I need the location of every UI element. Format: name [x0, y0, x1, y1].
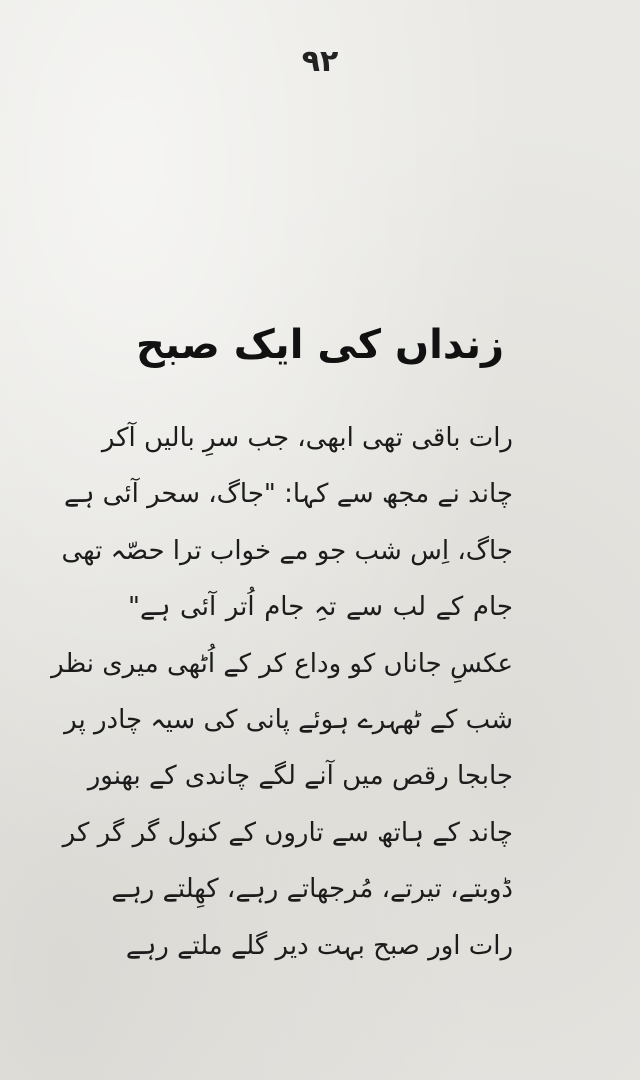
verse-line: جاگ، اِس شب جو مے خواب ترا حصّہ تھی — [61, 535, 513, 566]
page-number: ۹۲ — [301, 44, 339, 79]
verse-line: چاند نے مجھ سے کہا: "جاگ، سحر آئی ہے — [63, 479, 513, 510]
verse-line: رات اور صبح بہت دیر گلے ملتے رہے — [125, 930, 513, 961]
verse-line: چاند کے ہاتھ سے تاروں کے کنول گر گر کر — [62, 817, 513, 848]
verse-line: ڈوبتے، تیرتے، مُرجھاتے رہے، کھِلتے رہے — [111, 874, 513, 905]
verse-line: جام کے لب سے تہِ جام اُتر آئی ہے" — [128, 592, 513, 623]
verse-line: عکسِ جاناں کو وداع کر کے اُٹھی میری نظر — [51, 648, 513, 679]
verse-line: رات باقی تھی ابھی، جب سرِ بالیں آکر — [101, 423, 513, 453]
poem-body — [51, 410, 513, 974]
verse-line: جابجا رقص میں آنے لگے چاندی کے بھنور — [87, 761, 513, 792]
verse-line: شب کے ٹھہرے ہوئے پانی کی سیہ چادر پر — [64, 704, 513, 735]
poem-title: زنداں کی ایک صبح — [135, 322, 504, 368]
